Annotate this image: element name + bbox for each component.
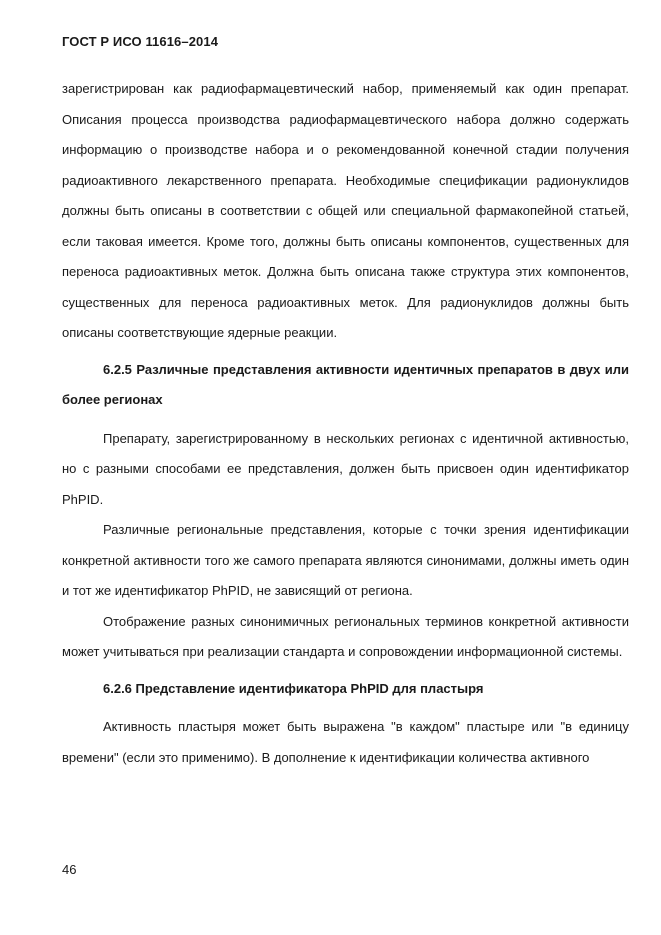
section-heading-6-2-5: 6.2.5 Различные представления активности идентичных препаратов в двух или более регионах — [62, 361, 629, 407]
paragraph: зарегистрирован как радиофармацевтический набор, применяемый как один препарат. Описания процесса производства радиофармацевтического набора должно содержать информацию о производстве набора и о рекомендованной конечной стадии получения радиоактивного лекарственного препарата. Необходимые спецификации радионуклидов должны быть описаны в соответствии с общей или специальной фармакопейной статьей, если таковая имеется. Кроме того, должны быть описаны компонентов, существенных для переноса радиоактивных меток. Должна быть описана также структура этих компонентов, существенных для переноса радиоактивных меток. Для радионуклидов должны быть описаны соответствующие ядерные реакции. — [62, 81, 629, 340]
paragraph: Активность пластыря может быть выражена "в каждом" пластыре или "в единицу времени" (если это применимо). В дополнение к идентификации количества активного — [62, 719, 629, 765]
paragraph: Отображение разных синонимичных региональных терминов конкретной активности может учитываться при реализации стандарта и сопровождении информационной системы. — [62, 613, 629, 659]
document-header: ГОСТ Р ИСО 11616–2014 — [62, 34, 219, 49]
paragraph: Препарату, зарегистрированному в нескольких регионах с идентичной активностью, но с разными способами ее представления, должен быть присвоен один идентификатор PhPID. — [62, 430, 629, 507]
section-heading-6-2-6: 6.2.6 Представление идентификатора PhPID для пластыря — [103, 680, 484, 696]
paragraph: Различные региональные представления, которые с точки зрения идентификации конкретной активности того же самого препарата являются синонимами, должны иметь один и тот же идентификатор PhPID, не зависящий от региона. — [62, 522, 629, 598]
page-number: 46 — [62, 862, 77, 877]
document-body — [62, 74, 629, 773]
